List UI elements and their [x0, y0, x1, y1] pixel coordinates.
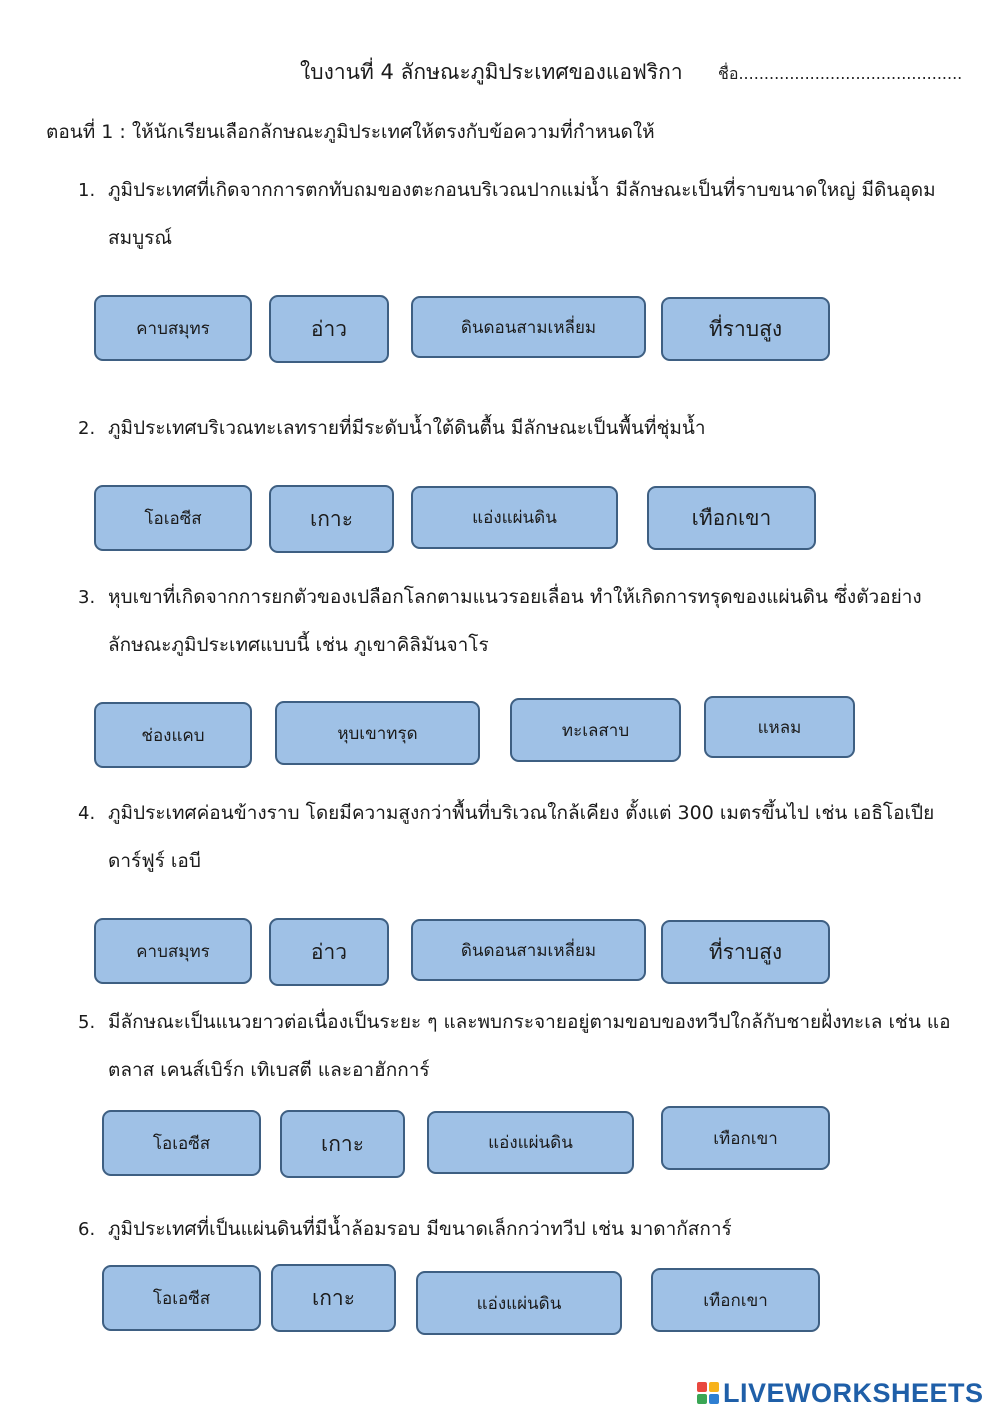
answer-option[interactable]: คาบสมุทร — [94, 295, 252, 361]
section-instruction: ตอนที่ 1 : ให้นักเรียนเลือกลักษณะภูมิประเทศให้ตรงกับข้อความที่กำหนดให้ — [46, 121, 655, 143]
answer-option[interactable]: เกาะ — [269, 485, 394, 553]
answer-option[interactable]: เกาะ — [280, 1110, 405, 1178]
name-field[interactable]: ชื่อ............................................ — [718, 64, 963, 83]
answer-option[interactable]: แหลม — [704, 696, 855, 758]
question-text: ภูมิประเทศบริเวณทะเลทรายที่มีระดับน้ำใต้ดินตื้น มีลักษณะเป็นพื้นที่ชุ่มน้ำ — [108, 417, 706, 439]
question-text: หุบเขาที่เกิดจากการยกตัวของเปลือกโลกตามแนวรอยเลื่อน ทำให้เกิดการทรุดของแผ่นดิน ซึ่งตัวอย่างลักษณะภูมิประเทศแบบนี้ เช่น ภูเขาคิลิมันจาโร — [108, 586, 922, 656]
question-number: 4. — [78, 803, 96, 824]
question-number: 6. — [78, 1219, 96, 1240]
answer-option[interactable]: ดินดอนสามเหลี่ยม — [411, 919, 646, 981]
liveworksheets-logo — [697, 1378, 984, 1408]
answer-option[interactable]: แอ่งแผ่นดิน — [416, 1271, 622, 1335]
answer-option[interactable]: โอเอซีส — [102, 1265, 261, 1331]
answer-option[interactable]: เกาะ — [271, 1264, 396, 1332]
worksheet-title: ใบงานที่ 4 ลักษณะภูมิประเทศของแอฟริกา — [300, 60, 683, 84]
answer-option[interactable]: ที่ราบสูง — [661, 920, 830, 984]
question-text: ภูมิประเทศที่เป็นแผ่นดินที่มีน้ำล้อมรอบ มีขนาดเล็กกว่าทวีป เช่น มาดากัสการ์ — [108, 1218, 732, 1240]
answer-option[interactable]: เทือกเขา — [647, 486, 816, 550]
logo-squares-icon — [697, 1382, 719, 1404]
answer-option[interactable]: อ่าว — [269, 918, 389, 986]
question-number: 3. — [78, 587, 96, 608]
answer-option[interactable]: ทะเลสาบ — [510, 698, 681, 762]
question-number: 5. — [78, 1012, 96, 1033]
question-text: มีลักษณะเป็นแนวยาวต่อเนื่องเป็นระยะ ๆ และพบกระจายอยู่ตามขอบของทวีปใกล้กับชายฝั่งทะเล เช่น แอตลาส เคนส์เบิร์ก เทิเบสตี และอาฮักการ์ — [108, 1011, 951, 1081]
answer-option[interactable]: คาบสมุทร — [94, 918, 252, 984]
answer-option[interactable]: หุบเขาทรุด — [275, 701, 480, 765]
answer-option[interactable]: ช่องแคบ — [94, 702, 252, 768]
answer-option[interactable]: ที่ราบสูง — [661, 297, 830, 361]
answer-option[interactable]: แอ่งแผ่นดิน — [427, 1111, 634, 1174]
question-number: 2. — [78, 418, 96, 439]
question-text: ภูมิประเทศค่อนข้างราบ โดยมีความสูงกว่าพื้นที่บริเวณใกล้เคียง ตั้งแต่ 300 เมตรขึ้นไป เช่น เอธิโอเปีย ดาร์ฟูร์ เอบี — [108, 802, 935, 872]
answer-option[interactable]: เทือกเขา — [651, 1268, 820, 1332]
answer-option[interactable]: ดินดอนสามเหลี่ยม — [411, 296, 646, 358]
logo-text: LIVEWORKSHEETS — [723, 1377, 984, 1408]
question-text: ภูมิประเทศที่เกิดจากการตกทับถมของตะกอนบริเวณปากแม่น้ำ มีลักษณะเป็นที่ราบขนาดใหญ่ มีดินอุดมสมบูรณ์ — [108, 179, 936, 249]
answer-option[interactable]: โอเอซีส — [102, 1110, 261, 1176]
question-number: 1. — [78, 180, 96, 201]
answer-option[interactable]: แอ่งแผ่นดิน — [411, 486, 618, 549]
answer-option[interactable]: เทือกเขา — [661, 1106, 830, 1170]
answer-option[interactable]: โอเอซีส — [94, 485, 252, 551]
answer-option[interactable]: อ่าว — [269, 295, 389, 363]
